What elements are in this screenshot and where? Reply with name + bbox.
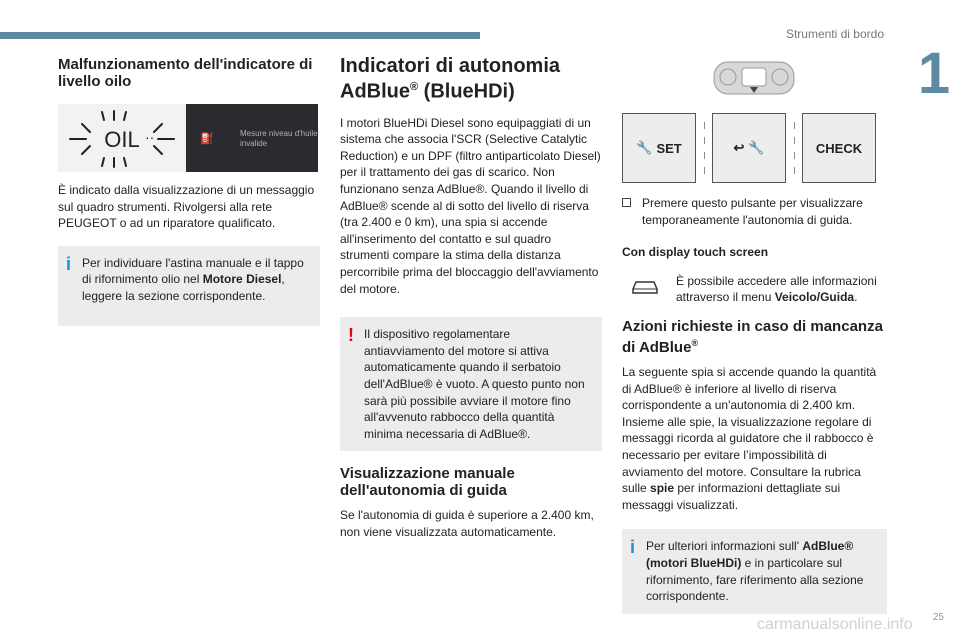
page-number: 25 [932,612,944,623]
svg-text:OIL: OIL [104,127,140,152]
info-box-dipstick [58,246,320,326]
chapter-number: 1 [917,41,951,106]
manual-display-body: Se l'autonomia di guida è superiore a 2.400 km, non viene visualizzata automaticamente. [340,508,594,539]
car-icon-wrap [622,273,676,306]
display-message-text: Mesure niveau d'huile invalide [240,129,318,148]
steering-buttons [622,113,887,183]
adblue-body: I motori BlueHDi Diesel sono equipaggiati di un sistema che associa l'SCR (Selective Catalytic Reduction) e un DPF (filtro antiparticolato Diesel) per il trattamento dei gas di scarico. Non funzionano senza AdBlue®. Quando il livello di AdBlue® scende al di sotto del livello di riserva (tra 2.400 e 0 km), una spia si accende all'inserimento del contatto e sul quadro strumenti compare la stima della distanza percorribile prima del bloccaggio dell'avviamento del motore. [340,115,601,296]
instrument-display-message [186,104,318,172]
info-icon: i [66,253,72,274]
warning-text: Il dispositivo regolamentare antiavviamento del motore si attiva automaticamente quando il serbatoio dell'AdBlue® è vuoto. A questo punto non sarà più possibile avviare il motore fino all'avvenuto rabbocco della quantità minima necessaria di AdBlue®. [364,327,585,441]
touchscreen-text: È possibile accedere alle informazioni attraverso il menu Veicolo/Guida. [676,273,877,305]
watermark: carmanualsonline.info [757,616,913,633]
section-title: Strumenti di bordo [785,27,884,41]
info-text: Per ulteriori informazioni sull' AdBlue® (motori BlueHDi) e in particolare sul rifornimento, fare riferimento alla sezione corrispondente. [646,539,864,604]
oil-warning-lamp [58,104,186,172]
wrench-icon: 🔧 [636,140,653,155]
touchscreen-title: Con display touch screen [622,245,769,260]
set-button[interactable]: 🔧 SET [622,113,696,183]
warning-icon: ! [348,325,354,346]
info-box-adblue [622,529,887,613]
separator [786,122,802,174]
car-icon [630,277,660,297]
action-body-1: La seguente spia si accende quando la quantità di AdBlue® è inferiore al livello di riserva corrispondente a un'autonomia di 2.400 km. [622,364,877,413]
check-button[interactable]: CHECK [802,113,876,183]
manual-display-title: Visualizzazione manuale dell'autonomia di guida [340,465,515,500]
action-body-2: Insieme alle spie, la visualizzazione regolare di messaggi ricorda al guidatore che il rabbocco è necessario per evitare l’impossibilità di avviamento del motore. Consultare la rubrica sulle spie per informazioni dettagliate sui messaggi visualizzati. [622,414,874,512]
adblue-title: Indicatori di autonomia AdBlue® (BlueHDi) [340,55,561,103]
press-button-instruction: Premere questo pulsante per visualizzare temporaneamente l'autonomia di guida. [622,195,887,228]
header-bar [0,32,480,39]
warning-box-antistart [340,317,602,451]
back-wrench-button[interactable] [712,113,786,183]
oil-can-icon: ⛽ [200,133,214,145]
svg-text:··: ·· [145,129,155,145]
oil-indicator-title: Malfunzionamento dell'indicatore di livello oilo [58,56,313,90]
oil-indicator-body: È indicato dalla visualizzazione di un messaggio sul quadro strumenti. Rivolgersi alla rete PEUGEOT o ad un riparatore qualificato. [58,183,315,231]
return-arrow-icon: ↩ [733,140,745,155]
oil-warning-icon [66,108,178,168]
touchscreen-info [622,273,887,306]
wrench-icon: 🔧 [748,140,765,155]
oil-warning-panel [58,104,320,172]
action-title: Azioni richieste in caso di mancanza di AdBlue® [622,317,883,356]
info-text: Per individuare l'astina manuale e il tappo di rifornimento olio nel Motore Diesel, leggere la sezione corrispondente. [82,255,304,303]
info-icon: i [630,537,636,558]
column-adblue-autonomy [340,56,602,541]
instrument-cluster-icon [712,60,796,96]
checkbox-bullet-icon [622,198,631,207]
separator [696,122,712,174]
column-oil-indicator [58,56,320,326]
column-display-actions [622,56,887,614]
